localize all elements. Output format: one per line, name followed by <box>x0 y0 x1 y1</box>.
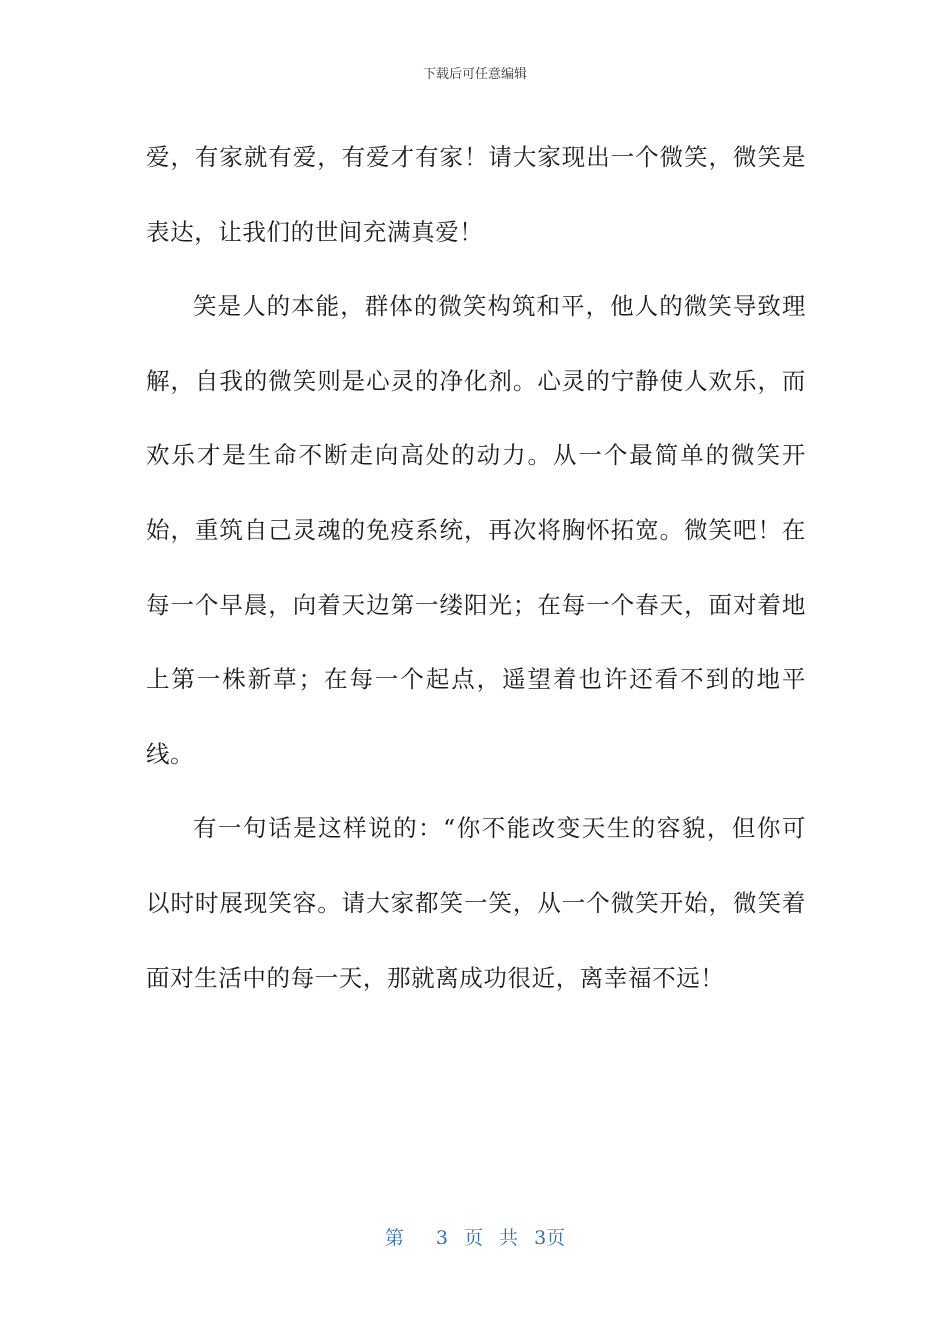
paragraph-2: 笑是人的本能，群体的微笑构筑和平，他人的微笑导致理解，自我的微笑则是心灵的净化剂。心灵的宁静使人欢乐，而欢乐才是生命不断走向高处的动力。从一个最简单的微笑开始，重筑自己灵魂的免疫系统，再次将胸怀拓宽。微笑吧！在每一个早晨，向着天边第一缕阳光；在每一个春天，面对着地上第一株新草；在每一个起点，遥望着也许还看不到的地平线。 <box>146 292 806 768</box>
paragraph-1: 爱，有家就有爱，有爱才有家！请大家现出一个微笑，微笑是表达，让我们的世间充满真爱！ <box>146 143 806 246</box>
paragraph-3: 有一句话是这样说的：“你不能改变天生的容貌，但你可以时时展现笑容。请大家都笑一笑，从一个微笑开始，微笑着面对生活中的每一天，那就离成功很近，离幸福不远！ <box>146 814 806 992</box>
page-number: 第 3 页 共 3页 <box>384 1227 566 1249</box>
document-body <box>146 120 806 1015</box>
page-header: 下载后可任意编辑 <box>422 67 527 82</box>
